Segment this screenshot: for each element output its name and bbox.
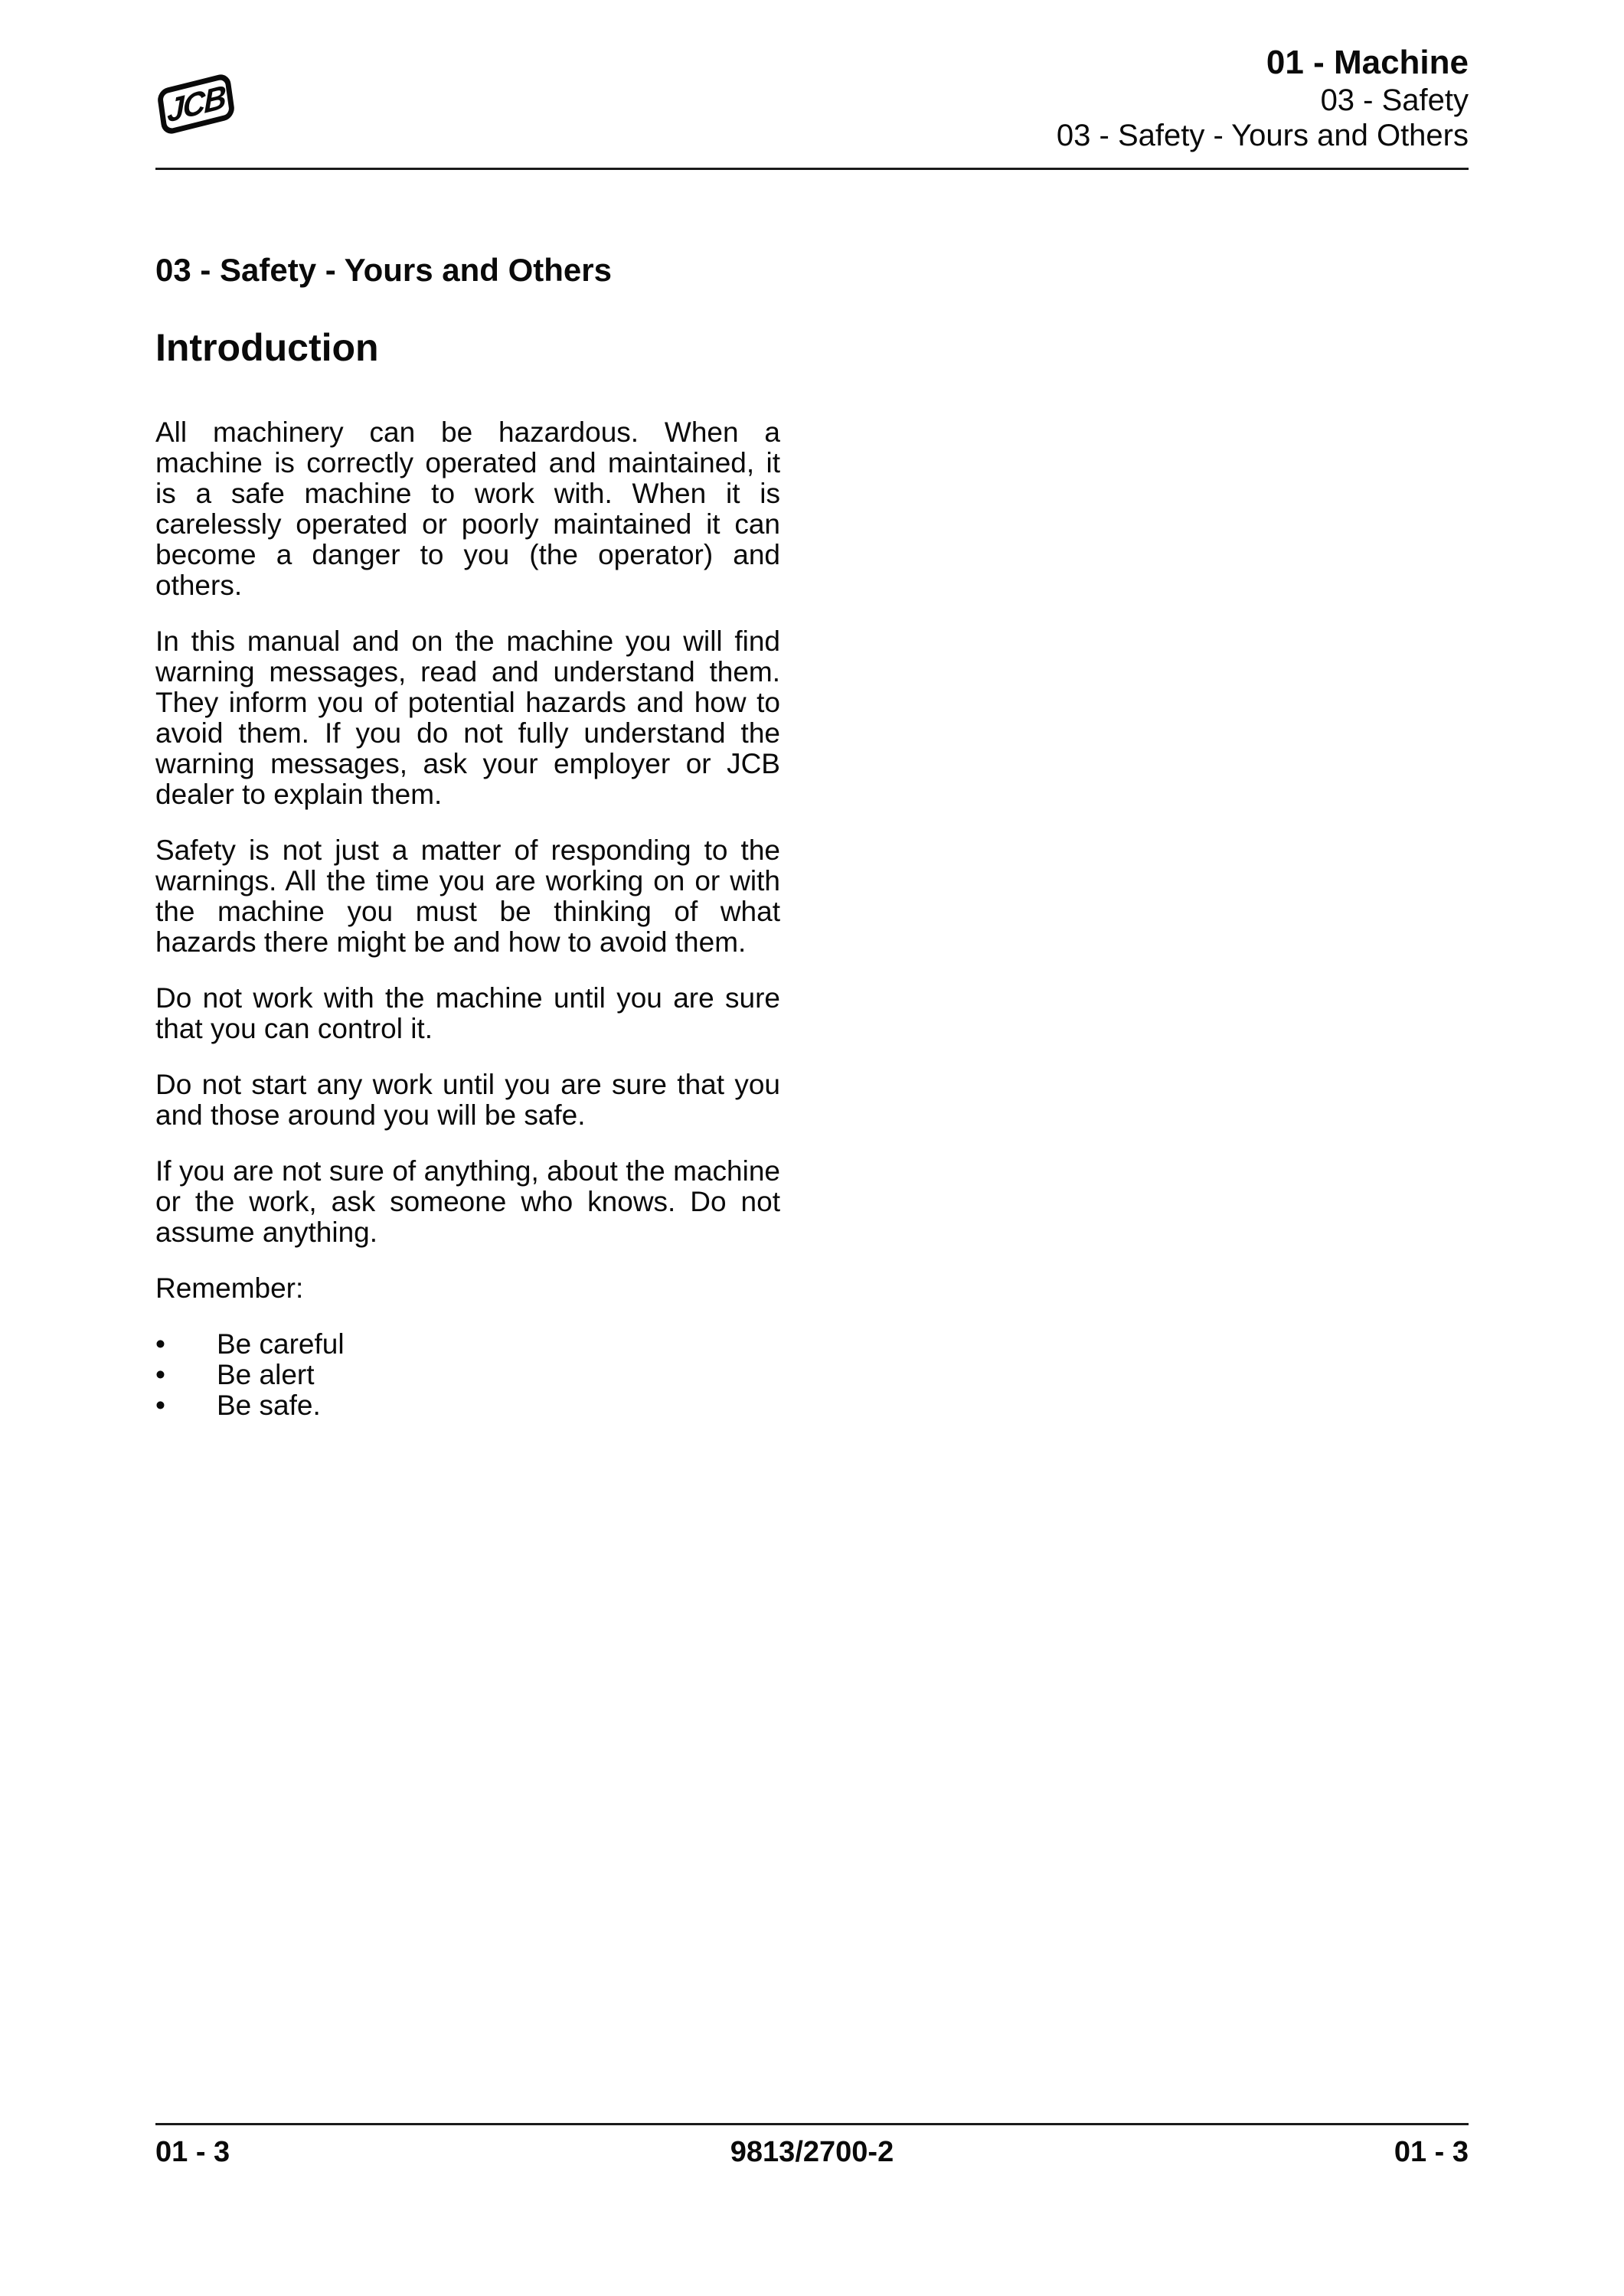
list-item (155, 1360, 780, 1390)
paragraph: All machinery can be hazardous. When a machine is correctly operated and maintained, it is a safe machine to work with. When it is carelessly operated or poorly maintained it can become a danger to you (the operator) and others. (155, 416, 780, 601)
list-item-text: Be safe. (217, 1390, 321, 1421)
jcb-logo (156, 72, 235, 136)
footer (155, 2136, 1469, 2168)
safety-bullet-list (155, 1329, 780, 1421)
paragraph: Safety is not just a matter of responding to the warnings. All the time you are working on or with the machine you must be thinking of what hazards there might be and how to avoid them. (155, 834, 780, 958)
jcb-logo-text: JCB (167, 77, 225, 130)
bullet-icon: • (155, 1359, 165, 1390)
list-item (155, 1390, 780, 1421)
section-title: 03 - Safety - Yours and Others (155, 252, 612, 288)
list-item (155, 1329, 780, 1360)
breadcrumb-chapter: 01 - Machine (1266, 44, 1469, 81)
remember-label: Remember: (155, 1272, 304, 1304)
breadcrumb-section: 03 - Safety (1320, 83, 1469, 117)
breadcrumb-subsection: 03 - Safety - Yours and Others (1056, 119, 1469, 152)
footer-page-number-right: 01 - 3 (1394, 2136, 1469, 2168)
header-divider (155, 168, 1469, 170)
list-item-text: Be alert (217, 1359, 315, 1390)
subsection-title: Introduction (155, 326, 379, 369)
footer-page-number-left: 01 - 3 (155, 2136, 230, 2168)
bullet-icon: • (155, 1390, 165, 1421)
bullet-icon: • (155, 1328, 165, 1360)
paragraph: Do not start any work until you are sure that you and those around you will be safe. (155, 1069, 780, 1131)
footer-document-number: 9813/2700-2 (730, 2136, 894, 2168)
content-column (155, 253, 780, 1421)
list-item-text: Be careful (217, 1328, 345, 1360)
paragraph: Do not work with the machine until you are sure that you can control it. (155, 982, 780, 1044)
paragraph: If you are not sure of anything, about the machine or the work, ask someone who knows. Do not assume anything. (155, 1155, 780, 1248)
footer-divider (155, 2123, 1469, 2125)
header-breadcrumb (1057, 43, 1469, 153)
paragraph: In this manual and on the machine you will find warning messages, read and understand them. They inform you of potential hazards and how to avoid them. If you do not fully understand the warning messages, ask your employer or JCB dealer to explain them. (155, 625, 780, 810)
